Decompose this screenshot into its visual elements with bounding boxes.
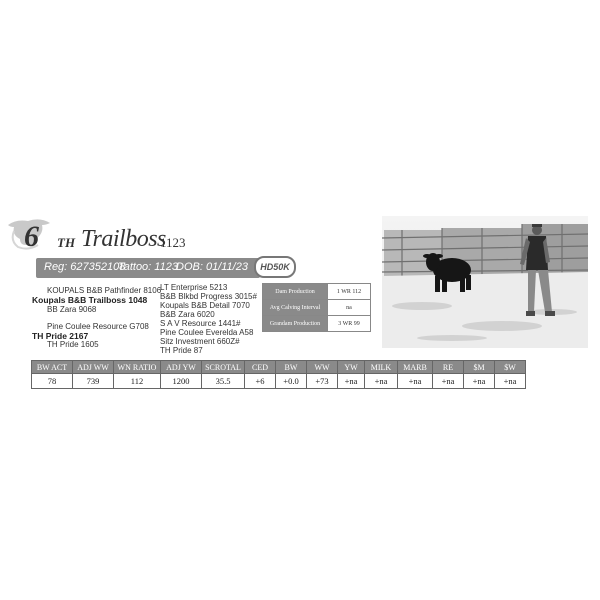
epd-value: 112 bbox=[114, 374, 161, 389]
pedigree-great-grandparent: TH Pride 87 bbox=[160, 346, 203, 355]
production-value: na bbox=[328, 300, 371, 316]
pedigree-dam-sire: Pine Coulee Resource G708 bbox=[47, 322, 149, 331]
epd-header: WW bbox=[307, 361, 338, 374]
epd-value: 35.5 bbox=[202, 374, 245, 389]
production-row bbox=[263, 316, 371, 332]
animal-name-prefix: TH bbox=[57, 235, 76, 250]
epd-header: BW bbox=[276, 361, 307, 374]
epd-value: 1200 bbox=[161, 374, 202, 389]
epd-header: SCROTAL bbox=[202, 361, 245, 374]
production-label: Avg Calving Interval bbox=[263, 300, 328, 316]
pedigree-great-grandparent: Pine Coulee Everelda A58 bbox=[160, 328, 254, 337]
pedigree-great-grandparent: S A V Resource 1441# bbox=[160, 319, 241, 328]
epd-header: $M bbox=[464, 361, 495, 374]
pedigree-dam: TH Pride 2167 bbox=[32, 331, 89, 341]
epd-value: +na bbox=[338, 374, 365, 389]
epd-value: +na bbox=[365, 374, 398, 389]
registration-bar bbox=[36, 258, 260, 278]
epd-value: 78 bbox=[32, 374, 73, 389]
pedigree-great-grandparent: Sitz Investment 660Z# bbox=[160, 337, 240, 346]
epd-header: WN RATIO bbox=[114, 361, 161, 374]
lot-number: 6 bbox=[24, 220, 39, 253]
epd-header-row bbox=[32, 361, 526, 374]
epd-value: +na bbox=[495, 374, 526, 389]
pedigree-great-grandparent: B&B Zara 6020 bbox=[160, 310, 215, 319]
production-label: Dam Production bbox=[263, 284, 328, 300]
date-of-birth: DOB: 01/11/23 bbox=[176, 261, 248, 273]
pedigree-sire: Koupals B&B Trailboss 1048 bbox=[32, 295, 148, 305]
pedigree-dam-dam: TH Pride 1605 bbox=[47, 340, 99, 349]
tattoo: Tattoo: 1123 bbox=[118, 261, 178, 273]
epd-table bbox=[31, 360, 526, 389]
production-row bbox=[263, 284, 371, 300]
epd-value: +na bbox=[433, 374, 464, 389]
pedigree-sire-dam: BB Zara 9068 bbox=[47, 305, 97, 314]
epd-value: +na bbox=[398, 374, 433, 389]
epd-header: CED bbox=[245, 361, 276, 374]
animal-name: Trailboss bbox=[81, 226, 166, 252]
production-table bbox=[262, 283, 371, 332]
epd-header: RE bbox=[433, 361, 464, 374]
registration-number: Reg: 627352108 bbox=[44, 261, 126, 273]
epd-header: $W bbox=[495, 361, 526, 374]
epd-header: MARB bbox=[398, 361, 433, 374]
production-value: 3 WR 99 bbox=[328, 316, 371, 332]
animal-name-number: 1123 bbox=[160, 235, 186, 250]
epd-value: 739 bbox=[73, 374, 114, 389]
epd-value: +73 bbox=[307, 374, 338, 389]
epd-header: ADJ WW bbox=[73, 361, 114, 374]
pedigree-great-grandparent: Koupals B&B Detail 7070 bbox=[160, 301, 250, 310]
epd-header: ADJ YW bbox=[161, 361, 202, 374]
production-label: Grandam Production bbox=[263, 316, 328, 332]
epd-header: YW bbox=[338, 361, 365, 374]
hd50k-badge: HD50K bbox=[254, 256, 296, 278]
epd-value: +na bbox=[464, 374, 495, 389]
pedigree-great-grandparent: LT Enterprise 5213 bbox=[160, 283, 228, 292]
epd-header: BW ACT bbox=[32, 361, 73, 374]
production-value: 1 WR 112 bbox=[328, 284, 371, 300]
epd-value: +0.0 bbox=[276, 374, 307, 389]
pedigree-sire-sire: KOUPALS B&B Pathfinder 8106 bbox=[47, 286, 162, 295]
bull-photo bbox=[382, 216, 588, 348]
epd-value: +6 bbox=[245, 374, 276, 389]
epd-header: MILK bbox=[365, 361, 398, 374]
production-row bbox=[263, 300, 371, 316]
pedigree-great-grandparent: B&B Blkbd Progress 3015# bbox=[160, 292, 257, 301]
epd-value-row bbox=[32, 374, 526, 389]
